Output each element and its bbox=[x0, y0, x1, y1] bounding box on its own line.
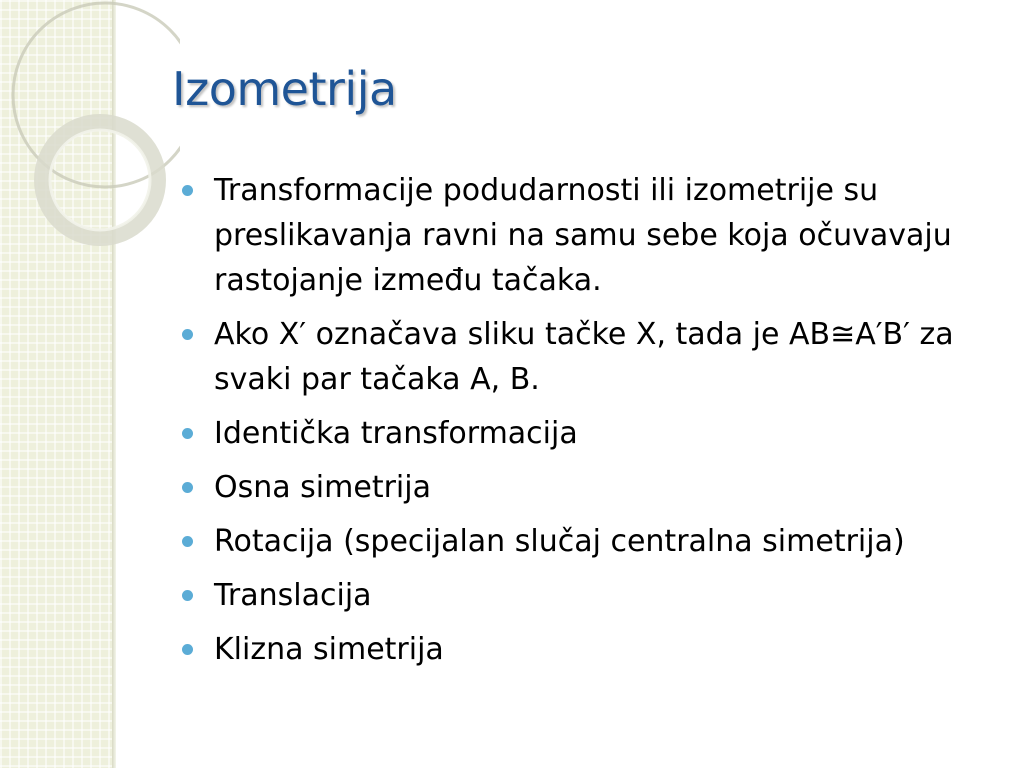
bullet-dot-icon bbox=[182, 536, 193, 547]
bullet-item bbox=[182, 411, 1002, 456]
bullet-item bbox=[182, 573, 1002, 618]
bullet-item bbox=[182, 168, 1002, 303]
bullet-text: Identička transformacija bbox=[214, 416, 578, 451]
bullet-text: Klizna simetrija bbox=[214, 632, 444, 667]
bullet-dot-icon bbox=[182, 644, 193, 655]
bullet-text: Ako X′ označava sliku tačke X, tada je AB≅A′B′ za svaki par tačaka A, B. bbox=[214, 317, 954, 397]
bullet-text: Transformacije podudarnosti ili izometrije su preslikavanja ravni na samu sebe koja očuvavaju rastojanje između tačaka. bbox=[214, 173, 952, 298]
slide-title: Izometrija bbox=[172, 62, 397, 116]
bullet-item bbox=[182, 519, 1002, 564]
bullet-text: Translacija bbox=[214, 578, 372, 613]
bullet-item bbox=[182, 465, 1002, 510]
bullet-dot-icon bbox=[182, 428, 193, 439]
bullet-dot-icon bbox=[182, 185, 193, 196]
bullet-item bbox=[182, 627, 1002, 672]
bullet-text: Rotacija (specijalan slučaj centralna simetrija) bbox=[214, 524, 905, 559]
bullet-dot-icon bbox=[182, 329, 193, 340]
bullet-dot-icon bbox=[182, 590, 193, 601]
bullet-list bbox=[182, 168, 1002, 681]
bullet-dot-icon bbox=[182, 482, 193, 493]
small-ring-inner bbox=[50, 130, 150, 230]
bullet-item bbox=[182, 312, 1002, 402]
decorative-circles bbox=[0, 0, 180, 300]
bullet-text: Osna simetrija bbox=[214, 470, 431, 505]
